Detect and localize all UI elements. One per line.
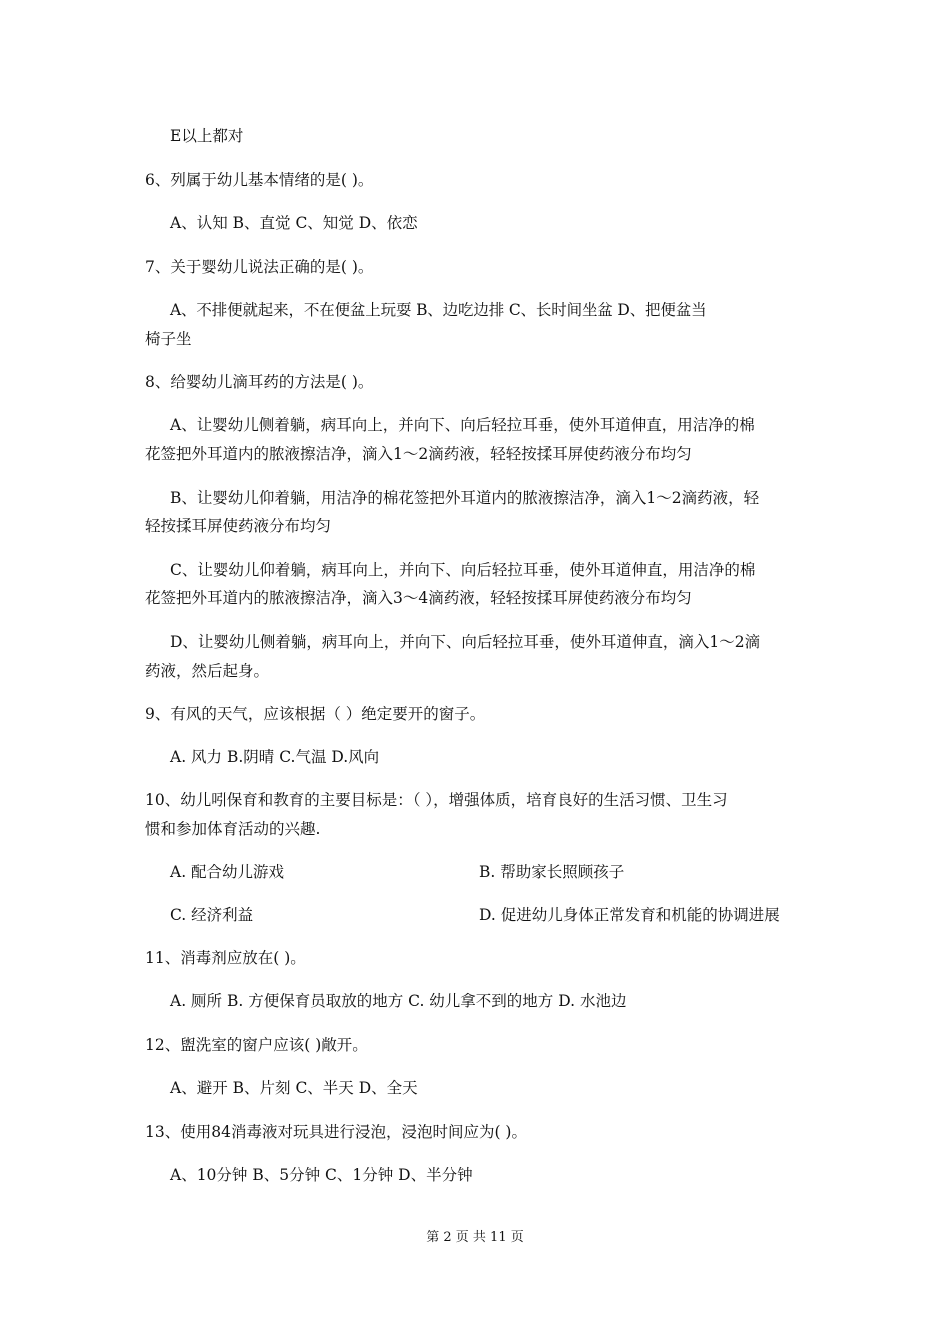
question-9: 9、有风的天气，应该根据（ ）绝定要开的窗子。	[145, 705, 486, 723]
question-8-option-c-line-1: C、让婴幼儿仰着躺，病耳向上，并向下、向后轻拉耳垂，使外耳道伸直，用洁净的棉	[170, 561, 756, 579]
question-8-option-a-line-1: A、让婴幼儿侧着躺，病耳向上，并向下、向后轻拉耳垂，使外耳道伸直，用洁净的棉	[170, 416, 755, 434]
question-10-line-1: 10、幼儿吲保育和教育的主要目标是：（ ），增强体质，培育良好的生活习惯、卫生习	[145, 791, 728, 809]
question-8-option-d-line-1: D、让婴幼儿侧着躺，病耳向上，并向下、向后轻拉耳垂，使外耳道伸直，滴入1～2滴	[170, 633, 761, 651]
question-8-option-a-line-2: 花签把外耳道内的脓液擦洁净，滴入1～2滴药液，轻轻按揉耳屏使药液分布均匀	[145, 445, 692, 463]
question-13: 13、使用84消毒液对玩具进行浸泡，浸泡时间应为( )。	[145, 1123, 527, 1141]
question-10-option-a: A. 配合幼儿游戏	[170, 863, 285, 881]
question-10-option-b: B. 帮助家长照顾孩子	[479, 863, 625, 881]
question-8-option-b-line-1: B、让婴幼儿仰着躺，用洁净的棉花签把外耳道内的脓液擦洁净，滴入1～2滴药液，轻	[170, 489, 760, 507]
question-8-option-d-line-2: 药液，然后起身。	[145, 662, 270, 680]
question-7-options-line-2: 椅子坐	[145, 330, 192, 348]
question-7: 7、关于婴幼儿说法正确的是( )。	[145, 258, 374, 276]
question-11-options: A. 厕所 B. 方便保育员取放的地方 C. 幼儿拿不到的地方 D. 水池边	[170, 992, 627, 1010]
question-8-option-b-line-2: 轻按揉耳屏使药液分布均匀	[145, 517, 332, 535]
question-11: 11、消毒剂应放在( )。	[145, 949, 306, 967]
question-8: 8、给婴幼儿滴耳药的方法是( )。	[145, 373, 374, 391]
option-e-text: E以上都对	[170, 127, 244, 145]
question-10-option-c: C. 经济利益	[170, 906, 254, 924]
question-9-options: A. 风力 B.阴晴 C.气温 D.风向	[170, 748, 380, 766]
question-13-options: A、10分钟 B、5分钟 C、1分钟 D、半分钟	[170, 1166, 473, 1184]
question-8-option-c-line-2: 花签把外耳道内的脓液擦洁净，滴入3～4滴药液，轻轻按揉耳屏使药液分布均匀	[145, 589, 692, 607]
question-12: 12、盥洗室的窗户应该( )敞开。	[145, 1036, 368, 1054]
question-7-options-line-1: A、不排便就起来，不在便盆上玩耍 B、边吃边排 C、长时间坐盆 D、把便盆当	[170, 301, 707, 319]
question-6: 6、列属于幼儿基本情绪的是( )。	[145, 171, 374, 189]
question-12-options: A、避开 B、片刻 C、半天 D、全天	[170, 1079, 418, 1097]
question-10-option-d: D. 促进幼儿身体正常发育和机能的协调进展	[479, 906, 780, 924]
question-10-line-2: 惯和参加体育活动的兴趣.	[145, 820, 321, 838]
page-footer: 第 2 页 共 11 页	[426, 1230, 524, 1245]
question-6-options: A、认知 B、直觉 C、知觉 D、依恋	[170, 214, 418, 232]
